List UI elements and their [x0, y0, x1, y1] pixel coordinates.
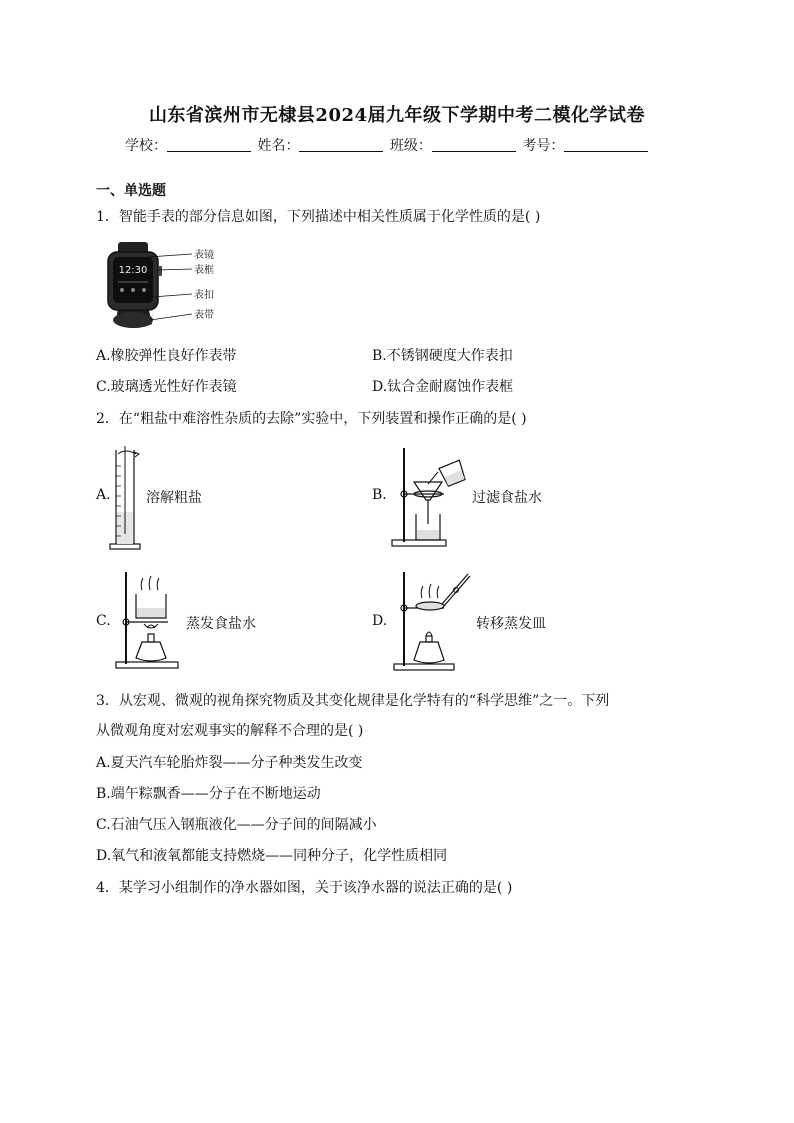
label-watch-buckle: 表扣 — [194, 290, 214, 301]
evaporation-figure — [112, 568, 182, 670]
question-4-stem: 4．某学习小组制作的净水器如图，关于该净水器的说法正确的是( ) — [96, 880, 513, 896]
school-label: 学校： — [125, 138, 167, 154]
school-blank[interactable] — [167, 138, 251, 152]
q3-option-c[interactable]: C.石油气压入钢瓶液化——分子间的间隔减小 — [96, 817, 377, 833]
label-watch-glass: 表镜 — [194, 250, 214, 261]
q2-option-c-letter[interactable]: C. — [96, 613, 111, 629]
q2-option-a-letter[interactable]: A. — [96, 487, 111, 503]
question-3-stem-line2: 从微观角度对宏观事实的解释不合理的是( ) — [96, 723, 364, 739]
label-watch-frame: 表框 — [194, 265, 214, 276]
smartwatch-figure — [100, 240, 230, 332]
q3-option-b[interactable]: B.端午粽飘香——分子在不断地运动 — [96, 786, 321, 802]
exam-title: 山东省滨州市无棣县2024届九年级下学期中考二模化学试卷 — [148, 105, 646, 126]
q1-option-b[interactable]: B.不锈钢硬度大作表扣 — [372, 348, 513, 364]
q2-option-a-caption: 溶解粗盐 — [146, 490, 202, 506]
q2-option-b-caption: 过滤食盐水 — [472, 490, 542, 506]
question-3-stem-line1: 3．从宏观、微观的视角探究物质及其变化规律是化学特有的“科学思维”之一。下列 — [96, 693, 610, 709]
q3-option-d[interactable]: D.氧气和液氧都能支持燃烧——同种分子，化学性质相同 — [96, 848, 448, 864]
class-blank[interactable] — [432, 138, 516, 152]
question-1-stem: 1．智能手表的部分信息如图，下列描述中相关性质属于化学性质的是( ) — [96, 209, 541, 225]
q3-option-a[interactable]: A.夏天汽车轮胎炸裂——分子种类发生改变 — [96, 755, 363, 771]
class-label: 班级： — [389, 138, 432, 154]
name-label: 姓名： — [257, 138, 300, 154]
q2-option-b-letter[interactable]: B. — [372, 487, 387, 503]
question-2-stem: 2．在“粗盐中难溶性杂质的去除”实验中，下列装置和操作正确的是( ) — [96, 411, 527, 427]
filtration-figure — [388, 444, 470, 549]
q1-option-d[interactable]: D.钛合金耐腐蚀作表框 — [372, 379, 514, 395]
q1-option-a[interactable]: A.橡胶弹性良好作表带 — [96, 348, 237, 364]
name-blank[interactable] — [299, 138, 383, 152]
transfer-dish-figure — [390, 566, 474, 672]
label-watch-strap: 表带 — [194, 310, 214, 321]
dissolving-cylinder-figure — [108, 444, 144, 552]
section-heading: 一、单选题 — [96, 183, 166, 199]
exam-number-blank[interactable] — [564, 138, 648, 152]
q1-option-c[interactable]: C.玻璃透光性好作表镜 — [96, 379, 237, 395]
student-info-line — [125, 135, 650, 155]
q2-option-d-caption: 转移蒸发皿 — [476, 616, 546, 632]
exam-number-label: 考号： — [522, 138, 565, 154]
watch-time: 12:30 — [118, 265, 148, 276]
q2-option-c-caption: 蒸发食盐水 — [186, 616, 256, 632]
q2-option-d-letter[interactable]: D. — [372, 613, 388, 629]
